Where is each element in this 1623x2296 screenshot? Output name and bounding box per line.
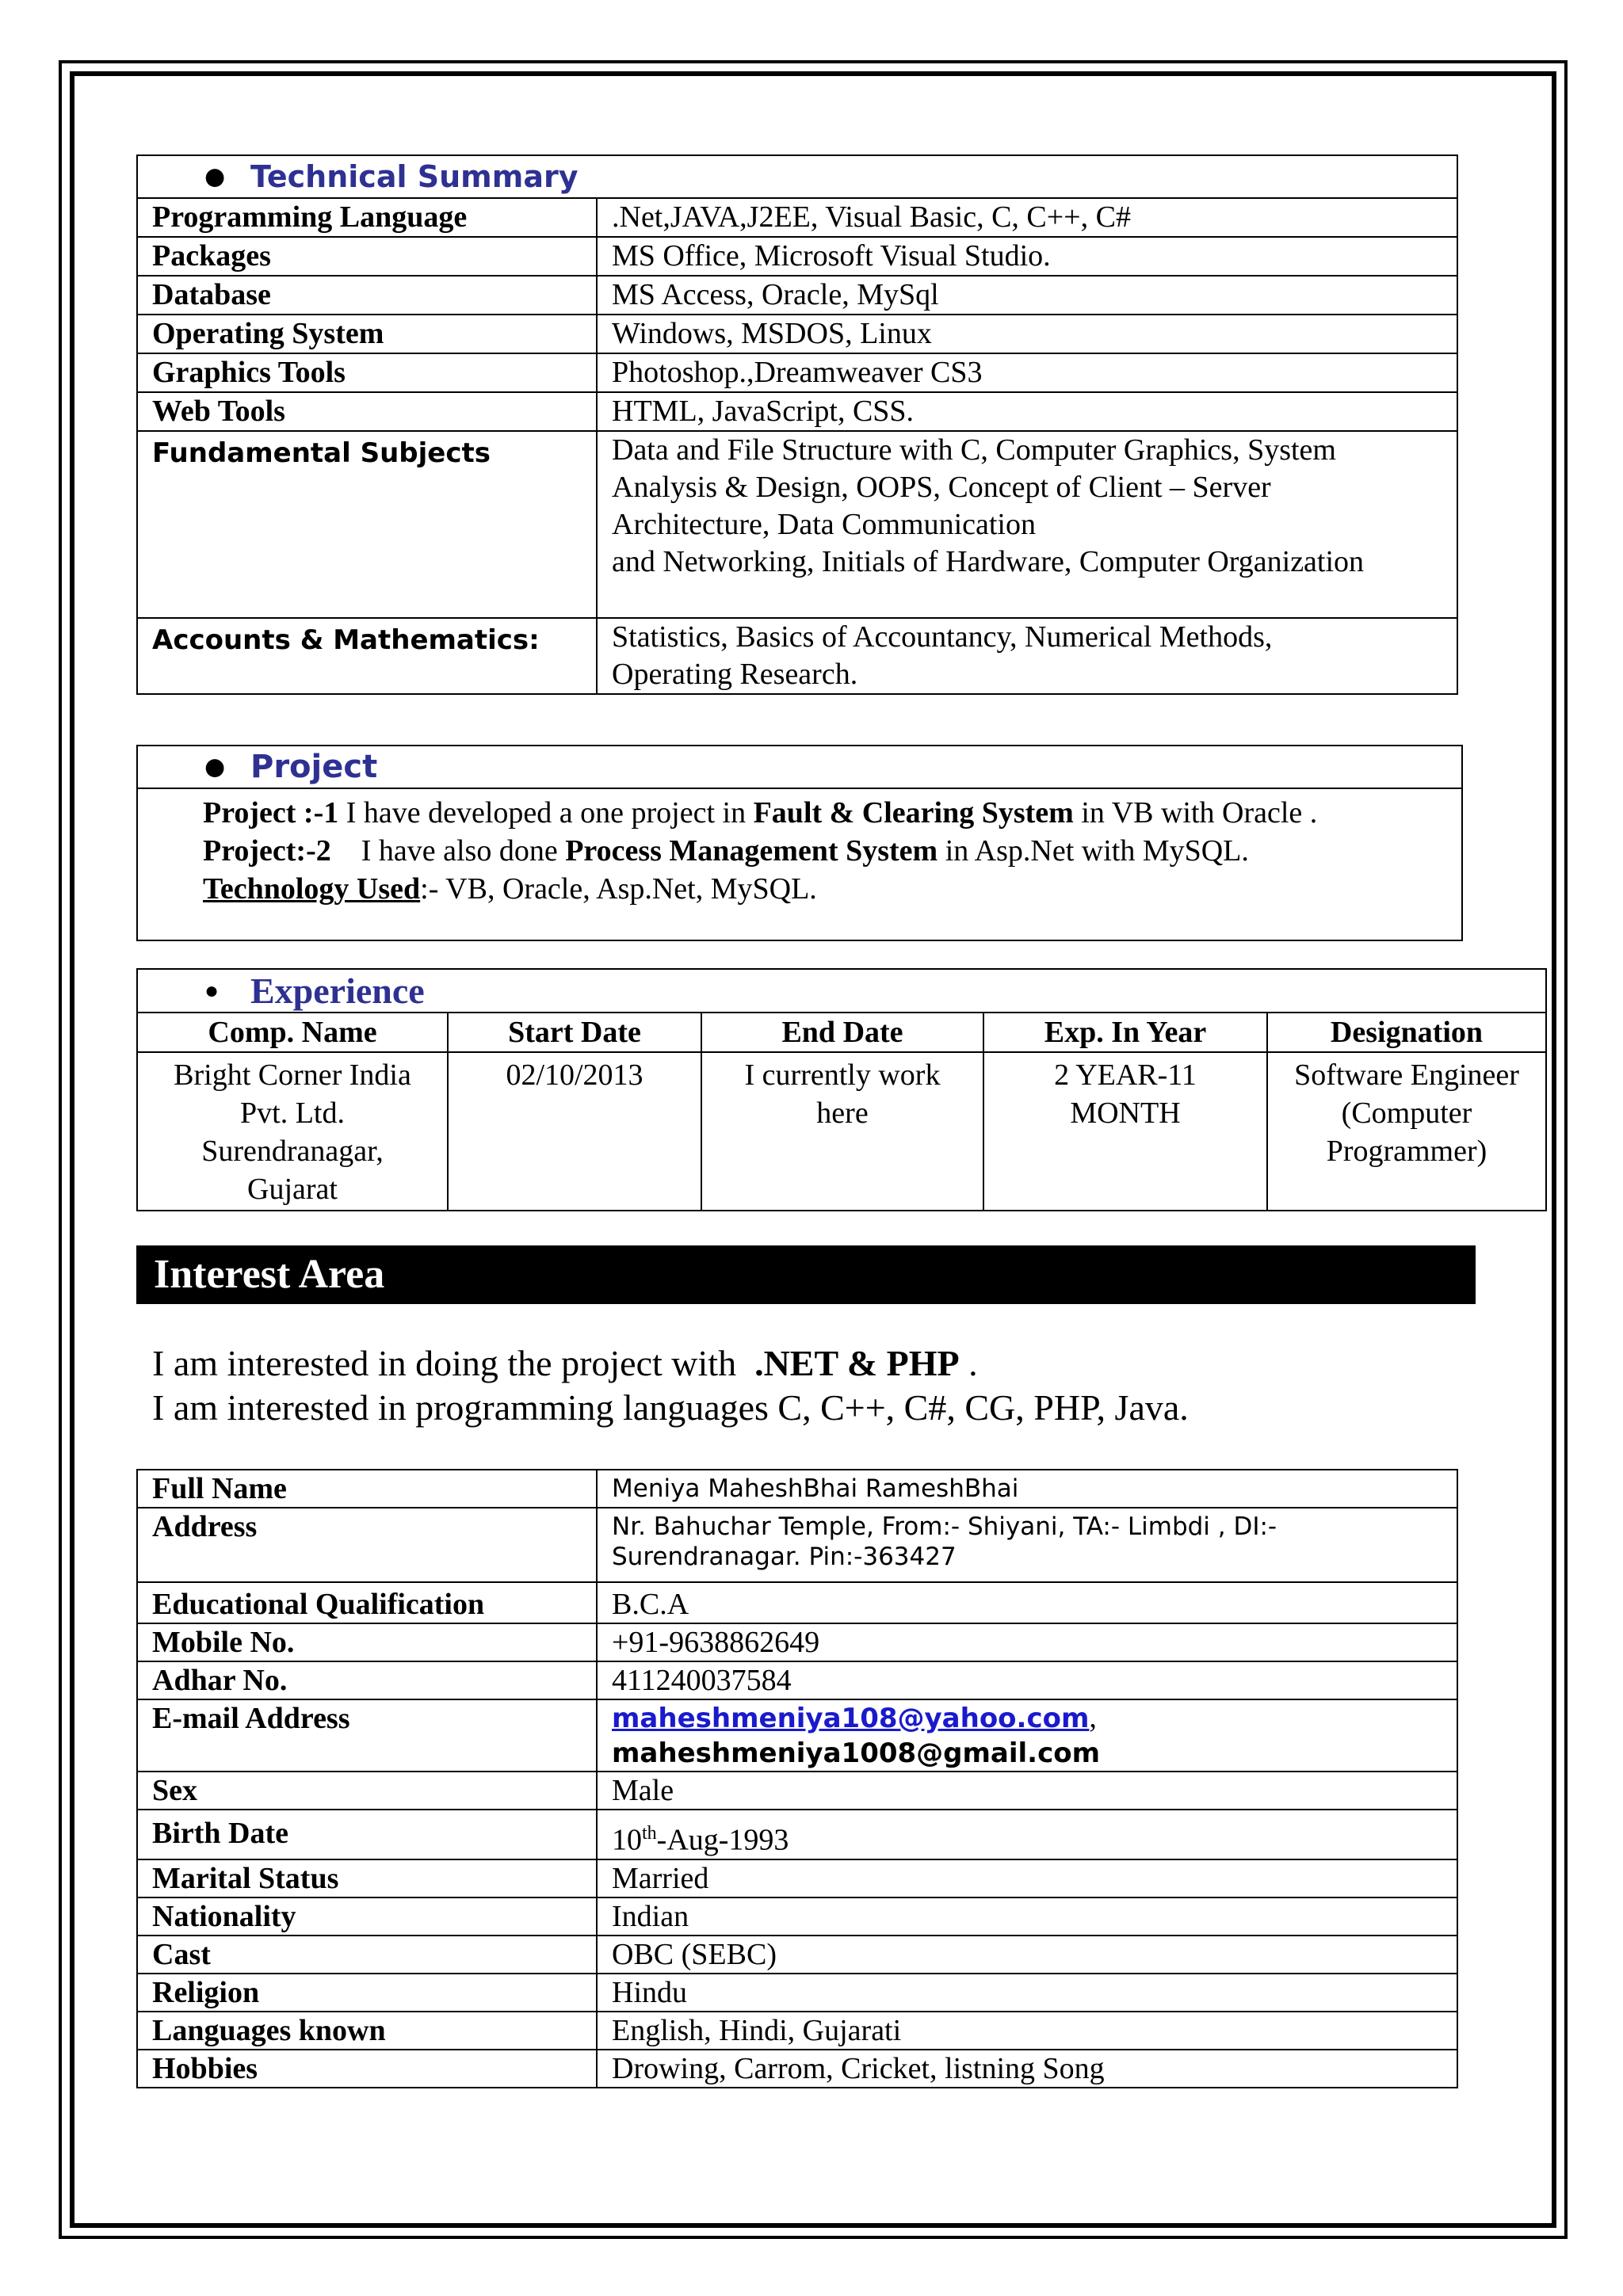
personal-value: Hindu xyxy=(597,1974,1457,2012)
personal-row xyxy=(137,2012,1457,2050)
tech-label: Database xyxy=(137,276,597,315)
experience-years-cell: 2 YEAR-11 MONTH xyxy=(983,1052,1267,1211)
personal-label: Address xyxy=(137,1508,597,1582)
personal-row xyxy=(137,1897,1457,1936)
personal-value: OBC (SEBC) xyxy=(597,1936,1457,1974)
email-link[interactable]: maheshmeniya108@yahoo.com xyxy=(612,1703,1090,1734)
experience-table xyxy=(136,968,1547,1211)
bullet-icon: ● xyxy=(204,977,220,1004)
project-line-2: Project:-2 I have also done Process Management System in Asp.Net with MySQL. xyxy=(203,834,1249,868)
bullet-icon: ● xyxy=(204,753,226,781)
tech-row xyxy=(137,237,1457,276)
tech-label: Web Tools xyxy=(137,392,597,431)
tech-value-line: Statistics, Basics of Accountancy, Numerical Methods, xyxy=(612,620,1273,654)
tech-value: MS Access, Oracle, MySql xyxy=(597,276,1457,315)
personal-value: Meniya MaheshBhai RameshBhai xyxy=(597,1470,1457,1508)
tech-row xyxy=(137,276,1457,315)
personal-row xyxy=(137,1661,1457,1699)
personal-details-table xyxy=(136,1469,1458,2088)
tech-value: Windows, MSDOS, Linux xyxy=(597,315,1457,353)
personal-label: Birth Date xyxy=(137,1810,597,1859)
column-header: Start Date xyxy=(448,1013,701,1052)
designation-cell: Software Engineer (Computer Programmer) xyxy=(1267,1052,1546,1211)
tech-label: Graphics Tools xyxy=(137,353,597,392)
tech-row-fundamental xyxy=(137,431,1457,618)
column-header: End Date xyxy=(701,1013,983,1052)
personal-label: Cast xyxy=(137,1936,597,1974)
personal-label: Nationality xyxy=(137,1897,597,1936)
tech-label: Packages xyxy=(137,237,597,276)
experience-heading: ● Experience xyxy=(137,969,1546,1013)
personal-value: Male xyxy=(597,1772,1457,1810)
personal-row xyxy=(137,1859,1457,1897)
tech-value-line: Architecture, Data Communication xyxy=(612,508,1036,541)
personal-value: Indian xyxy=(597,1897,1457,1936)
tech-label: Operating System xyxy=(137,315,597,353)
interest-area-heading: Interest Area xyxy=(136,1245,1476,1304)
personal-value: Married xyxy=(597,1859,1457,1897)
tech-value: Photoshop.,Dreamweaver CS3 xyxy=(597,353,1457,392)
tech-value: .Net,JAVA,J2EE, Visual Basic, C, C++, C# xyxy=(597,198,1457,237)
project-body xyxy=(137,788,1462,940)
personal-row xyxy=(137,2050,1457,2088)
personal-row xyxy=(137,1582,1457,1623)
column-header: Designation xyxy=(1267,1013,1546,1052)
technical-summary-heading: ● Technical Summary xyxy=(137,155,1457,198)
tech-value-line: and Networking, Initials of Hardware, Computer Organization xyxy=(612,545,1365,578)
tech-row xyxy=(137,392,1457,431)
tech-value xyxy=(597,431,1457,618)
personal-value: +91-9638862649 xyxy=(597,1623,1457,1661)
tech-value-line: Data and File Structure with C, Computer Graphics, System xyxy=(612,433,1336,467)
interest-line-2: I am interested in programming languages C, C++, C#, CG, PHP, Java. xyxy=(152,1387,1189,1428)
personal-row xyxy=(137,1508,1457,1582)
personal-value: Drowing, Carrom, Cricket, listning Song xyxy=(597,2050,1457,2088)
personal-value: Nr. Bahuchar Temple, From:- Shiyani, TA:- Limbdi , DI:- Surendranagar. Pin:-363427 xyxy=(597,1508,1457,1582)
tech-label: Fundamental Subjects xyxy=(137,431,597,618)
tech-value-line: Analysis & Design, OOPS, Concept of Client – Server xyxy=(612,471,1271,504)
personal-row xyxy=(137,1974,1457,2012)
column-header: Comp. Name xyxy=(137,1013,448,1052)
personal-row xyxy=(137,1772,1457,1810)
project-table xyxy=(136,745,1463,941)
personal-value: 10th-Aug-1993 xyxy=(597,1810,1457,1859)
personal-label: E-mail Address xyxy=(137,1699,597,1772)
personal-value: English, Hindi, Gujarati xyxy=(597,2012,1457,2050)
personal-row xyxy=(137,1936,1457,1974)
personal-label: Religion xyxy=(137,1974,597,2012)
tech-value: HTML, JavaScript, CSS. xyxy=(597,392,1457,431)
tech-row xyxy=(137,198,1457,237)
personal-label: Hobbies xyxy=(137,2050,597,2088)
tech-row xyxy=(137,315,1457,353)
personal-label: Sex xyxy=(137,1772,597,1810)
experience-row xyxy=(137,1052,1546,1211)
tech-value: MS Office, Microsoft Visual Studio. xyxy=(597,237,1457,276)
personal-row xyxy=(137,1623,1457,1661)
personal-row xyxy=(137,1810,1457,1859)
project-heading: ● Project xyxy=(137,746,1462,788)
personal-row xyxy=(137,1699,1457,1772)
personal-label: Mobile No. xyxy=(137,1623,597,1661)
project-technology-line: Technology Used:- VB, Oracle, Asp.Net, MySQL. xyxy=(203,872,817,906)
interest-line-1: I am interested in doing the project with .NET & PHP . xyxy=(152,1343,978,1383)
tech-row xyxy=(137,353,1457,392)
personal-label: Educational Qualification xyxy=(137,1582,597,1623)
personal-label: Languages known xyxy=(137,2012,597,2050)
tech-label: Accounts & Mathematics: xyxy=(137,618,597,694)
email-text: maheshmeniya1008@gmail.com xyxy=(612,1737,1101,1769)
tech-label: Programming Language xyxy=(137,198,597,237)
personal-value: 411240037584 xyxy=(597,1661,1457,1699)
tech-value xyxy=(597,618,1457,694)
tech-value-line: Operating Research. xyxy=(612,658,858,691)
project-line-1: Project :-1 I have developed a one project in Fault & Clearing System in VB with Oracle . xyxy=(203,796,1318,830)
personal-label: Full Name xyxy=(137,1470,597,1508)
personal-value: maheshmeniya108@yahoo.com, maheshmeniya1008@gmail.com xyxy=(597,1699,1457,1772)
end-date-cell: I currently work here xyxy=(701,1052,983,1211)
bullet-icon: ● xyxy=(204,162,226,191)
personal-row xyxy=(137,1470,1457,1508)
personal-label: Marital Status xyxy=(137,1859,597,1897)
personal-value: B.C.A xyxy=(597,1582,1457,1623)
start-date-cell: 02/10/2013 xyxy=(448,1052,701,1211)
company-cell: Bright Corner India Pvt. Ltd. Surendranagar, Gujarat xyxy=(137,1052,448,1211)
column-header: Exp. In Year xyxy=(983,1013,1267,1052)
tech-row-accounts xyxy=(137,618,1457,694)
personal-label: Adhar No. xyxy=(137,1661,597,1699)
experience-header-row xyxy=(137,1013,1546,1052)
technical-summary-table xyxy=(136,154,1458,695)
